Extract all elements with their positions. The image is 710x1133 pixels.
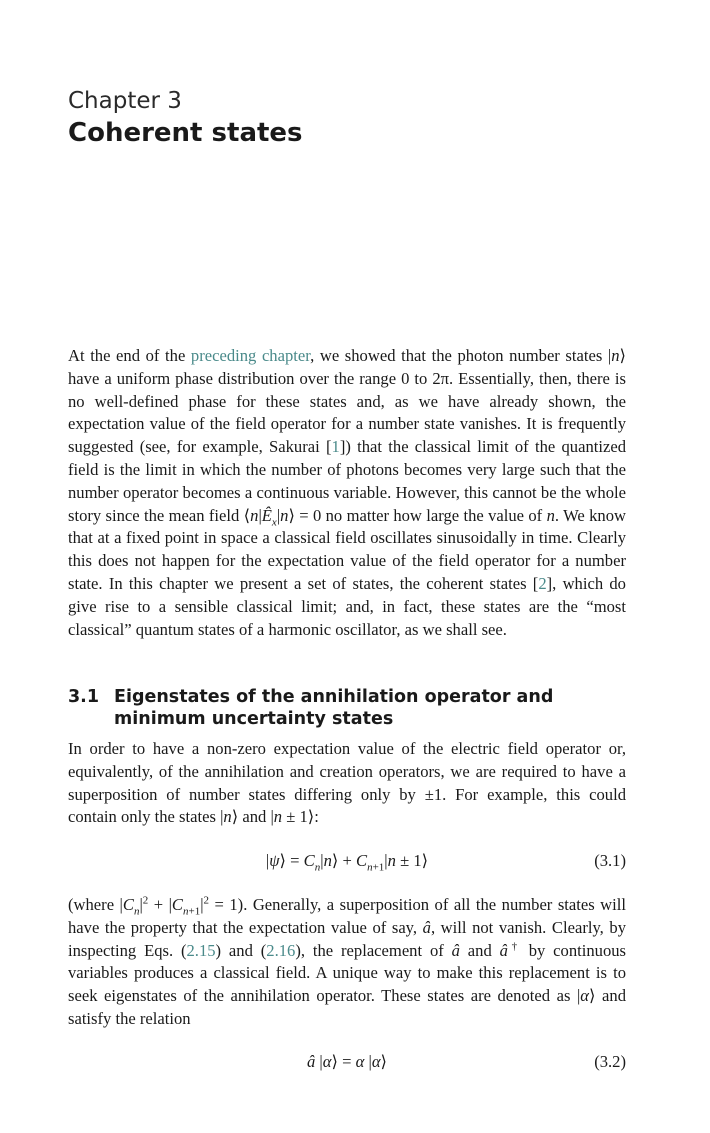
section-number: 3.1 [68,687,100,707]
section-title: Eigenstates of the annihilation operator and minimum uncertainty states [114,687,554,729]
citation-link-1[interactable]: 1 [331,437,340,457]
math-mean-field: $⟨n|Ê_x|n⟩$ [243,505,295,528]
chapter-title: Coherent states [68,118,303,148]
equation-link-2-16[interactable]: 2.16 [266,940,296,960]
equation-expression: â |α⟩ = α |α⟩ [306,1052,388,1071]
section-paragraph-2: (where $|C_n|^2 + |C_{n+1}|^2 = 1$). Generally, a superposition of all the number states will have the property that the expectation value of say, â, will not vanish. Clearly, by inspecting Eqs. (2.15) and (2.16), the replacement of â and â† by continuous variables produces a classical field. A unique way to make this replacement is to seek eigenstates of the annihilation operator. These states are denoted as |α⟩ and satisfy the relation [68,894,627,1028]
preceding-chapter-link[interactable]: preceding chapter [190,346,311,365]
section-heading [68,686,626,730]
math-n-ket: |n⟩ [607,346,627,365]
equation-number: (3.2) [594,1052,626,1071]
equation-number: (3.1) [594,851,626,870]
intro-paragraph: At the end of the preceding chapter, we showed that the photon number states |n⟩ have a uniform phase distribution over the range 0 to 2π. Essentially, then, there is no well-defined phase for these states and, as we have already shown, the expectation value of the field operator for a number state vanishes. It is frequently suggested (see, for example, Sakurai [1]) that the classical limit of the quantized field is the limit in which the number of photons becomes very large such that the number operator becomes a continuous variable. However, this cannot be the whole story since the mean field $⟨n|Ê_x|n⟩ = 0$ no matter how large the value of n. We know that at a fixed point in space a classical field oscillates sinusoidally in time. Clearly this does not happen for the expectation value of the field operator for a number state. In this chapter we present a set of states, the coherent states [2], which do give rise to a sensible classical limit; and, in fact, these states are the “most classical” quantum states of a harmonic oscillator, as we shall see. [68,346,627,639]
citation-link-2[interactable]: 2 [538,573,547,593]
equation-link-2-15[interactable]: 2.15 [186,940,216,960]
chapter-label: Chapter 3 [68,88,182,114]
equation-expression: |ψ⟩ = $C_n|n⟩ + C_{n+1}|n$ ± 1⟩ [265,851,429,874]
section-paragraph-1: In order to have a non-zero expectation value of the electric field operator or, equivalently, of the annihilation and creation operators, we are required to have a superposition of number states differing only by ±1. For example, this could contain only the states |n⟩ and |n ± 1⟩: [68,739,626,827]
equation-3-1 [68,851,626,875]
equation-3-2 [68,1052,626,1076]
